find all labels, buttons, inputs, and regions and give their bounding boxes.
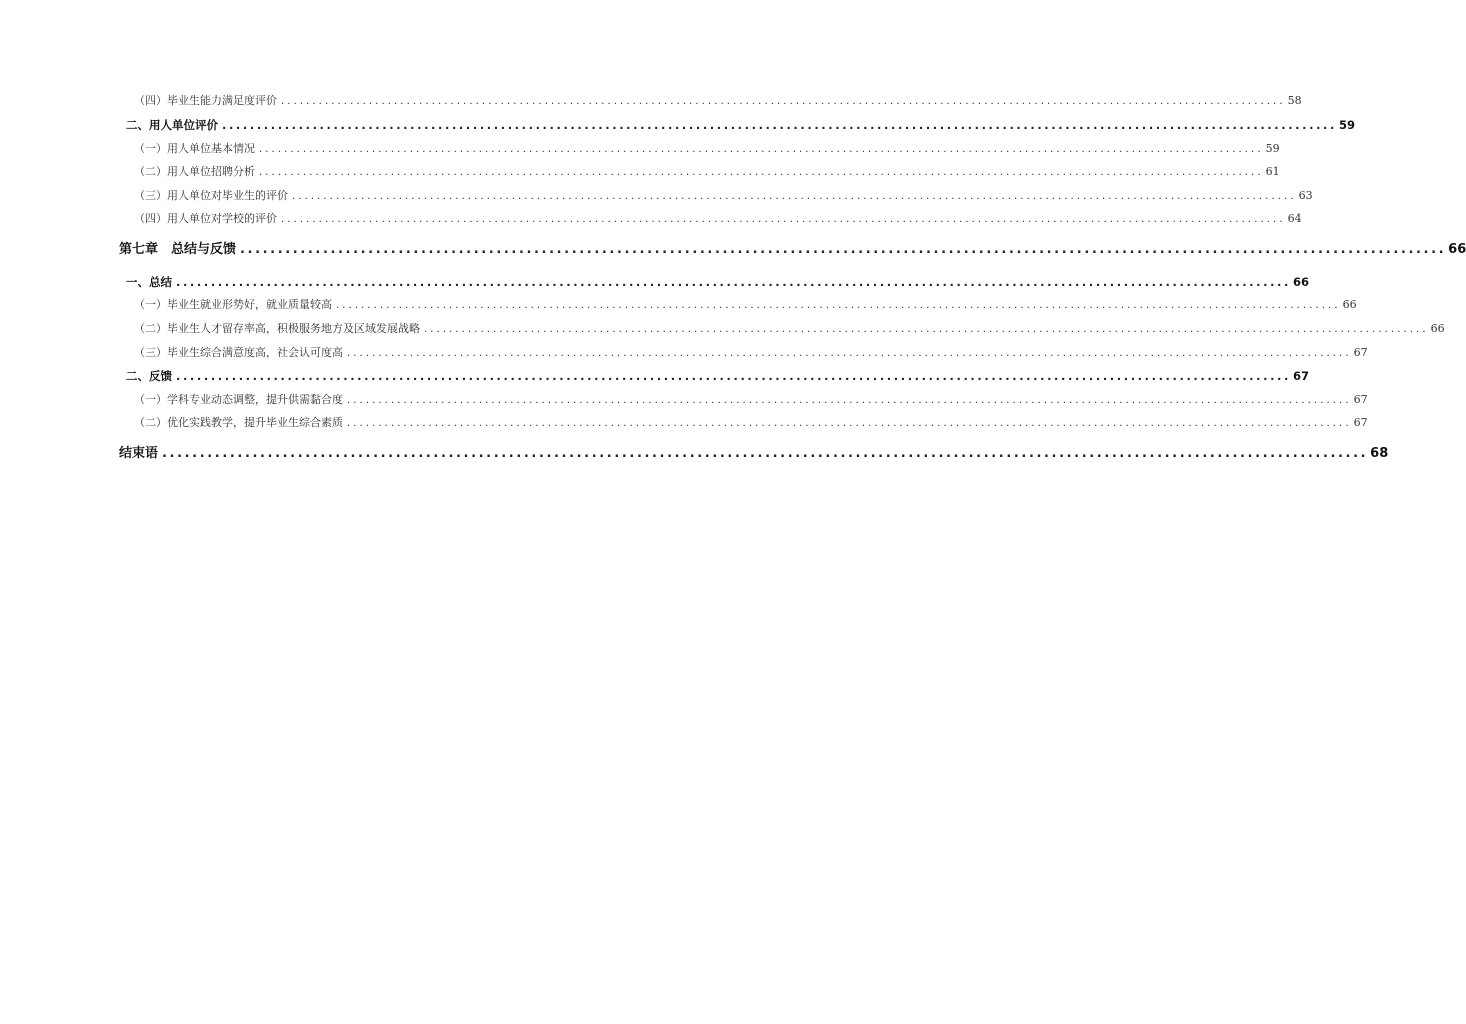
toc-dot-leader: ................................................................................................................................................................	[336, 300, 1341, 311]
toc-entry[interactable]	[134, 345, 1368, 362]
toc-entry[interactable]	[134, 211, 1302, 228]
toc-dot-leader: ................................................................................................................................................................	[347, 395, 1352, 406]
toc-page-number: 66	[1292, 275, 1309, 289]
toc-entry[interactable]	[126, 274, 1309, 290]
toc-page-number: 67	[1353, 346, 1368, 359]
toc-entry-title: 一、总结	[126, 275, 172, 289]
toc-entry-title: （一）用人单位基本情况	[134, 142, 255, 155]
toc-page-number: 58	[1287, 94, 1302, 107]
toc-page-number: 67	[1353, 393, 1368, 406]
toc-dot-leader: ................................................................................................................................................................	[176, 275, 1291, 289]
toc-entry[interactable]	[134, 321, 1445, 338]
toc-entry-title: 二、反馈	[126, 369, 172, 383]
toc-entry[interactable]	[126, 117, 1355, 133]
toc-page-number: 61	[1265, 165, 1280, 178]
toc-dot-leader: ................................................................................................................................................................	[259, 144, 1264, 155]
toc-dot-leader: ................................................................................................................................................................	[176, 369, 1291, 383]
toc-page-number: 67	[1292, 369, 1309, 383]
toc-dot-leader: ................................................................................................................................................................	[259, 167, 1264, 178]
toc-entry-title: （三）用人单位对毕业生的评价	[134, 189, 288, 202]
toc-entry[interactable]	[134, 392, 1368, 409]
toc-entry[interactable]	[126, 368, 1309, 384]
toc-entry-title: （二）用人单位招聘分析	[134, 165, 255, 178]
toc-page-number: 66	[1430, 322, 1445, 335]
toc-chapter-entry[interactable]	[119, 242, 1466, 258]
toc-page-number: 67	[1353, 416, 1368, 429]
toc-page-number: 68	[1370, 446, 1389, 461]
toc-entry-title: 第七章 总结与反馈	[119, 242, 237, 257]
toc-page-number: 59	[1265, 142, 1280, 155]
toc-dot-leader: ................................................................................................................................................................	[162, 446, 1369, 461]
toc-entry-title: （二）毕业生人才留存率高，积极服务地方及区域发展战略	[134, 322, 420, 335]
toc-entry[interactable]	[134, 93, 1302, 110]
toc-page-number: 63	[1298, 189, 1313, 202]
toc-page-number: 66	[1342, 298, 1357, 311]
toc-entry-title: （二）优化实践教学，提升毕业生综合素质	[134, 416, 343, 429]
toc-entry-title: （三）毕业生综合满意度高，社会认可度高	[134, 346, 343, 359]
toc-dot-leader: ................................................................................................................................................................	[240, 242, 1447, 257]
toc-entry-title: 二、用人单位评价	[126, 118, 218, 132]
toc-entry[interactable]	[134, 141, 1280, 158]
toc-dot-leader: ................................................................................................................................................................	[292, 191, 1297, 202]
toc-entry-title: （一）学科专业动态调整，提升供需黏合度	[134, 393, 343, 406]
toc-entry[interactable]	[134, 188, 1313, 205]
toc-page-number: 66	[1448, 242, 1466, 257]
toc-entry[interactable]	[134, 164, 1280, 181]
toc-entry[interactable]	[134, 297, 1357, 314]
toc-entry-title: （四）毕业生能力满足度评价	[134, 94, 277, 107]
toc-dot-leader: ................................................................................................................................................................	[281, 96, 1286, 107]
toc-dot-leader: ................................................................................................................................................................	[424, 324, 1429, 335]
toc-dot-leader: ................................................................................................................................................................	[347, 418, 1352, 429]
toc-entry-title: 结束语	[119, 446, 159, 461]
toc-dot-leader: ................................................................................................................................................................	[347, 348, 1352, 359]
toc-entry[interactable]	[134, 415, 1368, 432]
toc-page-number: 64	[1287, 212, 1302, 225]
toc-dot-leader: ................................................................................................................................................................	[281, 214, 1286, 225]
toc-entry-title: （四）用人单位对学校的评价	[134, 212, 277, 225]
toc-page-number: 59	[1338, 118, 1355, 132]
toc-dot-leader: ................................................................................................................................................................	[222, 118, 1337, 132]
toc-entry-title: （一）毕业生就业形势好，就业质量较高	[134, 298, 332, 311]
toc-chapter-entry[interactable]	[119, 446, 1389, 462]
